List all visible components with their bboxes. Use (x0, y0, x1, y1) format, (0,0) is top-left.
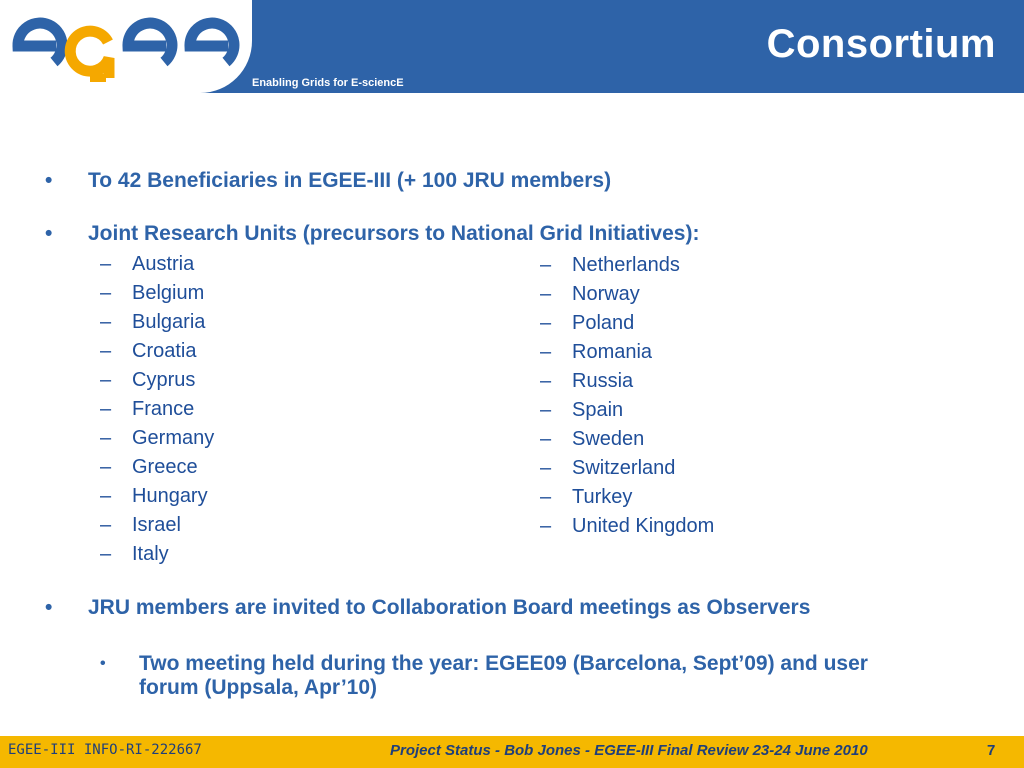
country-name: Spain (572, 399, 624, 421)
slide-title: Consortium (766, 22, 996, 66)
list-item: – Switzerland (540, 457, 676, 479)
country-name: United Kingdom (572, 515, 715, 537)
page-number: 7 (987, 742, 996, 759)
list-item: – United Kingdom (540, 515, 715, 537)
sub-bullet-meetings (100, 652, 930, 700)
country-name: Greece (132, 456, 198, 478)
list-item: – Spain (540, 399, 624, 421)
bullet-text: Joint Research Units (precursors to National Grid Initiatives): (88, 222, 700, 245)
list-item: – Romania (540, 341, 653, 363)
list-item: – Poland (540, 312, 635, 334)
country-name: Hungary (132, 485, 208, 507)
country-list-right (540, 251, 714, 541)
list-item: – Sweden (540, 428, 645, 450)
list-item: – France (100, 398, 195, 420)
country-name: Israel (132, 514, 181, 536)
list-item: – Germany (100, 427, 215, 449)
list-item: – Croatia (100, 340, 197, 362)
bullet-text: To 42 Beneficiaries in EGEE-III (+ 100 JRU members) (88, 169, 612, 192)
bullet-jru-invited (45, 596, 865, 620)
bullet-dot-icon: • (45, 222, 53, 245)
header-band (0, 0, 1024, 93)
sub-bullet-text: Two meeting held during the year: EGEE09 (Barcelona, Sept’09) and user forum (Uppsala, Apr’10) (139, 652, 868, 699)
bullet-dot-icon: • (45, 169, 53, 192)
list-item: – Turkey (540, 486, 633, 508)
list-item: – Belgium (100, 282, 205, 304)
bullet-dot-icon: • (45, 596, 53, 619)
egee-logo-icon (10, 12, 240, 82)
country-name: Romania (572, 341, 653, 363)
country-name: Netherlands (572, 254, 680, 276)
country-name: Sweden (572, 428, 645, 450)
country-name: Italy (132, 543, 169, 565)
list-item: – Greece (100, 456, 198, 478)
country-name: France (132, 398, 195, 420)
list-item: – Italy (100, 543, 169, 565)
list-item: – Netherlands (540, 254, 680, 276)
country-name: Germany (132, 427, 215, 449)
country-name: Croatia (132, 340, 197, 362)
list-item: – Russia (540, 370, 634, 392)
country-name: Turkey (572, 486, 633, 508)
footer-caption: Project Status - Bob Jones - EGEE-III Final Review 23-24 June 2010 (390, 742, 868, 759)
country-name: Belgium (132, 282, 205, 304)
list-item: – Austria (100, 253, 195, 275)
tagline: Enabling Grids for E-sciencE (252, 77, 404, 89)
bullet-dot-icon: • (100, 655, 106, 672)
country-name: Cyprus (132, 369, 196, 391)
list-item: – Bulgaria (100, 311, 206, 333)
country-list-left (100, 250, 214, 569)
footer-band (0, 736, 1024, 768)
footer-project-id: EGEE-III INFO-RI-222667 (8, 742, 202, 758)
logo-panel (0, 0, 252, 93)
country-name: Bulgaria (132, 311, 206, 333)
country-name: Russia (572, 370, 634, 392)
country-name: Norway (572, 283, 640, 305)
list-item: – Cyprus (100, 369, 196, 391)
bullet-text: JRU members are invited to Collaboration Board meetings as Observers (88, 596, 811, 619)
country-name: Poland (572, 312, 635, 334)
country-name: Switzerland (572, 457, 676, 479)
country-name: Austria (132, 253, 195, 275)
list-item: – Israel (100, 514, 181, 536)
list-item: – Hungary (100, 485, 208, 507)
list-item: – Norway (540, 283, 640, 305)
